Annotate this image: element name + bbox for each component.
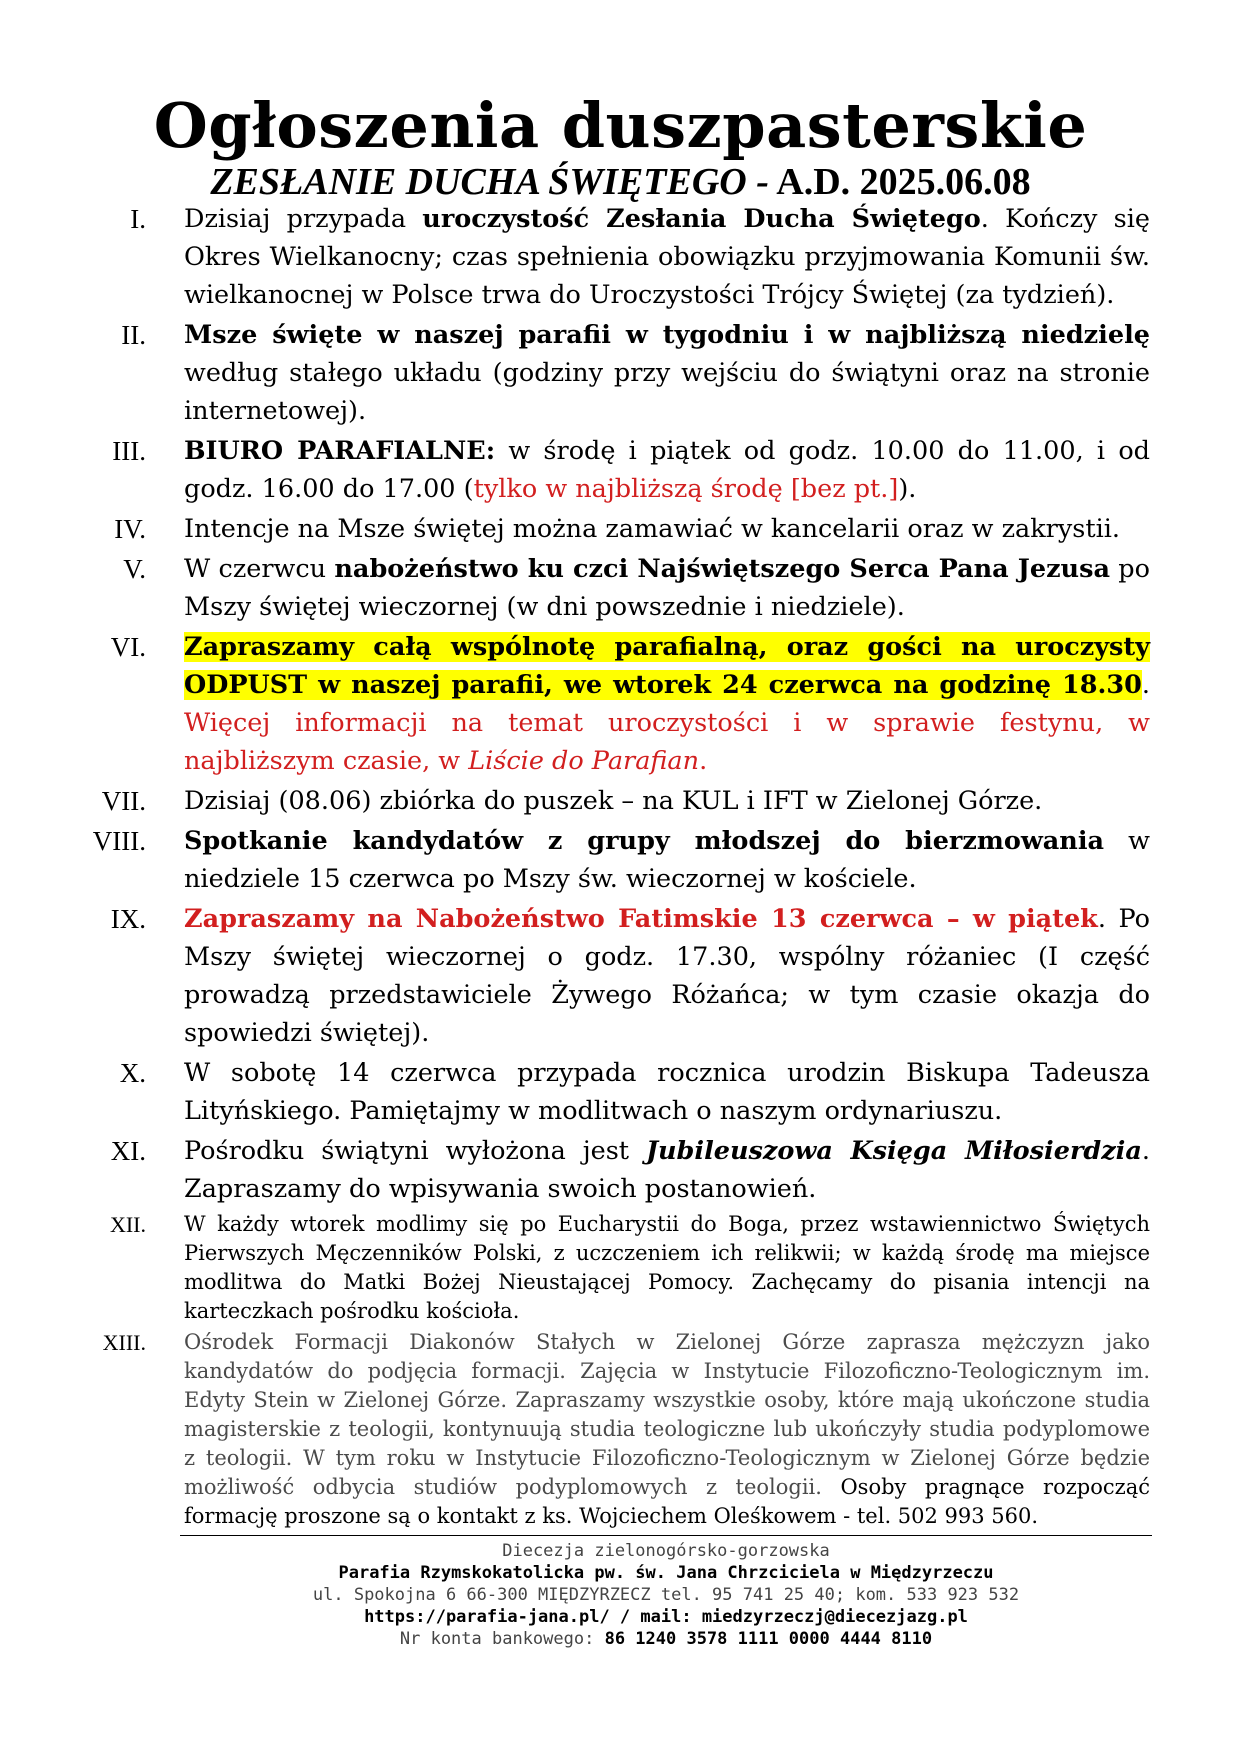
footer-bank-number: 86 1240 3578 1111 0000 4444 8110 — [594, 1629, 933, 1649]
text-run: Zapraszamy całą wspólnotę parafialną, oraz gości na uroczysty ODPUST w naszej parafii, we wtorek 24 czerwca na godzinę 18.30 — [184, 632, 1150, 700]
text-run: Jubileuszowa Księga Miłosierdzia — [645, 1136, 1142, 1166]
announcement-text — [184, 510, 1150, 548]
text-run: Msze święte w naszej parafii w tygodniu i w najbliższą niedzielę — [184, 320, 1150, 350]
text-run: . Kończy się Okres Wielkanocny; czas spełnienia obowiązku przyjmowania Komunii św. wielkanocnej w Polsce trwa do Uroczystości Trójcy Świętej (za tydzień). — [184, 204, 1150, 310]
subtitle-feast: ZESŁANIE DUCHA ŚWIĘTEGO - — [210, 161, 769, 203]
text-run: nabożeństwo ku czci Najświętszego Serca Pana Jezusa — [334, 554, 1110, 584]
text-run: Zapraszamy na Nabożeństwo Fatimskie 13 czerwca – w piątek — [184, 904, 1098, 934]
footer-bank-label: Nr konta bankowego: — [399, 1629, 595, 1649]
announcement-number: VII. — [101, 786, 146, 816]
text-run: w środę i piątek od godz. 10.00 do 11.00, i od godz. 16.00 do 17.00 ( — [184, 436, 1150, 504]
announcement-item — [90, 510, 1150, 548]
announcement-number: X. — [119, 1058, 146, 1088]
announcement-text — [184, 432, 1150, 508]
text-run: . — [1141, 670, 1150, 700]
announcement-text — [184, 1132, 1150, 1208]
text-run: Więcej informacji na temat uroczystości i w sprawie festynu, w najbliższym czasie, w — [184, 708, 1150, 776]
announcement-text — [184, 1054, 1150, 1130]
text-run: tylko w najbliższą środę [bez pt.] — [473, 474, 899, 504]
footer-address: ul. Spokojna 6 66-300 MIĘDZYRZECZ tel. 95 741 25 40; kom. 533 923 532 — [312, 1585, 1020, 1605]
announcement-number: II. — [121, 320, 146, 350]
text-run: Intencje na Msze świętej można zamawiać w kancelarii oraz w zakrystii. — [184, 514, 1121, 544]
page-subtitle — [0, 158, 1241, 206]
text-run: . Po Mszy świętej wieczornej o godz. 17.30, wspólny różaniec (I część prowadzą przedstawiciele Żywego Różańca; w tym czasie okazja do spowiedzi świętej). — [184, 904, 1150, 1048]
announcement-number: VI. — [110, 632, 146, 662]
announcement-text — [184, 822, 1150, 898]
footer-diocese: Diecezja zielonogórsko-gorzowska — [502, 1541, 830, 1561]
text-run: w niedziele 15 czerwca po Mszy św. wieczornej w kościele. — [184, 826, 1151, 894]
text-run: Pośrodku świątyni wyłożona jest — [184, 1136, 646, 1166]
text-run: W sobotę 14 czerwca przypada rocznica urodzin Biskupa Tadeusza Lityńskiego. Pamiętajmy w modlitwach o naszym ordynariuszu. — [184, 1058, 1150, 1126]
announcement-item — [90, 316, 1150, 430]
announcement-text — [184, 1210, 1150, 1326]
text-run: Liście do Parafian — [468, 746, 700, 776]
text-run: Ośrodek Formacji Diakonów Stałych w Zielonej Górze zaprasza mężczyzn jako kandydatów do podjęcia formacji. Zajęcia w Instytucie Filozoficzno-Teologicznym im. Edyty Stein w Zielonej Górze. Zapraszamy wszystkie osoby, które mają ukończone studia magisterskie z teologii, kontynuują studia teologiczne lub ukończyły studia podyplomowe z teologii. W tym roku w Instytucie Filozoficzno-Teologicznym w Zielonej Górze będzie możliwość odbycia studiów podyplomowych z teologii. — [184, 1330, 1150, 1499]
text-run: . Zapraszamy do wpisywania swoich postanowień. — [184, 1136, 1151, 1204]
announcement-text — [184, 628, 1150, 780]
announcement-list — [90, 200, 1150, 1531]
announcement-number: XII. — [109, 1212, 146, 1237]
announcement-number: VIII. — [92, 826, 146, 856]
announcement-item — [90, 200, 1150, 314]
announcement-item — [90, 782, 1150, 820]
announcement-number: IV. — [114, 514, 146, 544]
page-title: Ogłoszenia duszpasterskie — [153, 89, 1088, 162]
text-run: W czerwcu — [184, 554, 335, 584]
text-run: uroczystość Zesłania Ducha Świętego — [422, 204, 981, 234]
announcement-item — [90, 628, 1150, 780]
announcement-number: I. — [130, 204, 146, 234]
text-run: BIURO PARAFIALNE: — [184, 436, 496, 466]
footer-parish-name: Parafia Rzymskokatolicka pw. św. Jana Chrzciciela w Międzyrzeczu — [338, 1563, 994, 1583]
announcement-number: XIII. — [102, 1330, 146, 1355]
footer-web-mail: https://parafia-jana.pl/ / mail: miedzyrzeczj@diecezjazg.pl — [364, 1607, 968, 1627]
text-run: W każdy wtorek modlimy się po Eucharystii do Boga, przez wstawiennictwo Świętych Pierwszych Męczenników Polski, z uczczeniem ich relikwii; w każdą środę ma miejsce modlitwa do Matki Bożej Nieustającej Pomocy. Zachęcamy do pisania intencji na karteczkach pośrodku kościoła. — [184, 1212, 1150, 1323]
announcement-text — [184, 1328, 1150, 1531]
announcement-text — [184, 550, 1150, 626]
text-run: po Mszy świętej wieczornej (w dni powszednie i niedziele). — [184, 554, 1150, 622]
announcement-item — [90, 1054, 1150, 1130]
announcement-text — [184, 200, 1150, 314]
text-run: . — [699, 746, 708, 776]
announcement-text — [184, 316, 1150, 430]
text-run: Osoby pragnące rozpocząć formację proszone są o kontakt z ks. Wojciechem Oleśkowem - tel. 502 993 560. — [184, 1475, 1150, 1528]
announcement-text — [184, 900, 1150, 1052]
announcement-item — [90, 900, 1150, 1052]
text-run: Dzisiaj przypada — [184, 204, 423, 234]
announcement-item — [90, 1132, 1150, 1208]
announcement-number: V. — [123, 554, 146, 584]
announcement-item — [90, 1210, 1150, 1326]
announcement-item — [90, 822, 1150, 898]
announcement-number: IX. — [110, 904, 146, 934]
footer-bank-account — [180, 1628, 1152, 1650]
text-run: według stałego układu (godziny przy wejściu do świątyni oraz na stronie internetowej). — [184, 358, 1150, 426]
announcement-number: III. — [112, 436, 146, 466]
announcement-item — [90, 1328, 1150, 1531]
announcement-item — [90, 432, 1150, 508]
text-run: ). — [898, 474, 917, 504]
subtitle-date: A.D. 2025.06.08 — [768, 161, 1031, 203]
announcement-text — [184, 782, 1150, 820]
announcement-item — [90, 550, 1150, 626]
text-run: Dzisiaj (08.06) zbiórka do puszek – na KUL i IFT w Zielonej Górze. — [184, 786, 1043, 816]
announcement-number: XI. — [110, 1136, 146, 1166]
text-run: Spotkanie kandydatów z grupy młodszej do bierzmowania — [184, 826, 1105, 856]
parish-footer — [180, 1535, 1152, 1650]
